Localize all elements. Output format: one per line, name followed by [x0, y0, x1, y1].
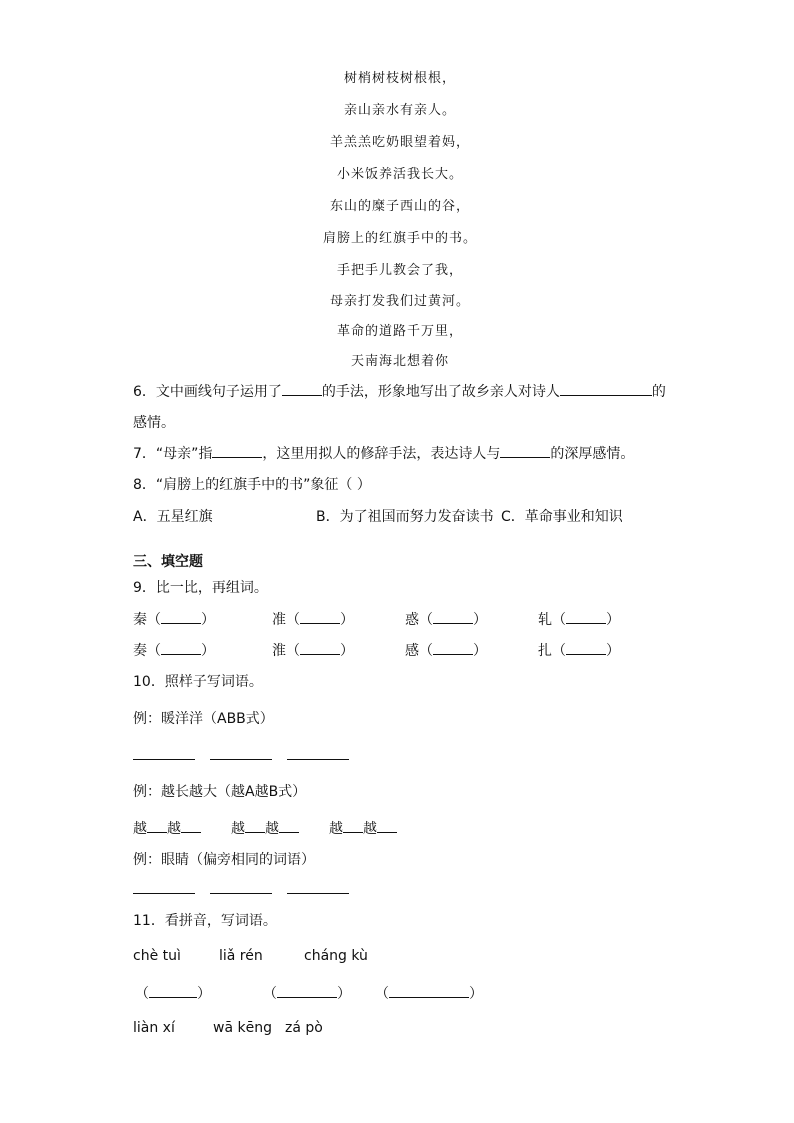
q7-middle: ，这里用拟人的修辞手法，表达诗人与 — [262, 446, 501, 462]
q10-yue-blank[interactable] — [377, 818, 397, 833]
question-8-stem: 8．“肩膀上的红旗手中的书”象征（ ） — [133, 477, 371, 493]
poem-line: 东山的糜子西山的谷， — [329, 199, 470, 214]
q10-yue-blank[interactable] — [279, 818, 299, 833]
q10-answer-line[interactable] — [133, 893, 195, 894]
paren-open: （ — [135, 986, 149, 1002]
q8-option-a[interactable]: A．五星红旗 — [133, 509, 213, 525]
q9-blank[interactable] — [433, 609, 473, 624]
q11-pinyin: zá pò — [285, 1020, 323, 1036]
q10-answer-line[interactable] — [287, 759, 349, 760]
poem-line: 肩膀上的红旗手中的书。 — [322, 231, 477, 246]
q8-option-b[interactable]: B．为了祖国而努力发奋读书 — [316, 509, 494, 525]
q9-char: 淮 — [272, 643, 286, 659]
question-10-stem: 10．照样子写词语。 — [133, 674, 263, 690]
poem-line: 母亲打发我们过黄河。 — [329, 294, 470, 309]
q10-answer-line[interactable] — [210, 759, 272, 760]
paren-open: （ — [147, 643, 161, 659]
q6-continuation: 感情。 — [133, 415, 175, 431]
q9-blank[interactable] — [566, 609, 606, 624]
q11-blank[interactable] — [149, 983, 197, 998]
q7-blank-1[interactable] — [212, 443, 262, 458]
q9-word-cell — [538, 640, 620, 660]
q9-char: 奏 — [133, 643, 147, 659]
q8-option-c[interactable]: C．革命事业和知识 — [501, 509, 623, 525]
q11-answer-paren — [135, 983, 211, 1003]
paren-open: （ — [419, 643, 433, 659]
q11-blank[interactable] — [277, 983, 337, 998]
q9-word-cell — [538, 609, 620, 629]
paren-close: ） — [337, 986, 351, 1002]
q9-char: 轧 — [538, 612, 552, 628]
paren-close: ） — [340, 612, 354, 628]
q9-blank[interactable] — [300, 640, 340, 655]
poem-line: 手把手儿教会了我， — [336, 263, 463, 278]
poem-line: 天南海北想着你 — [350, 354, 449, 369]
q10-yue-pattern — [133, 818, 201, 838]
q10-example-2: 例：越长越大（越A越B式） — [133, 784, 307, 800]
q10-yue-blank[interactable] — [147, 818, 167, 833]
q10-yue-blank[interactable] — [181, 818, 201, 833]
q9-blank[interactable] — [161, 609, 201, 624]
q6-blank-1[interactable] — [282, 381, 322, 396]
q6-suffix: 的 — [651, 384, 666, 400]
paren-open: （ — [552, 643, 566, 659]
yue-char: 越 — [167, 821, 181, 837]
q9-word-cell — [272, 640, 354, 660]
question-6 — [133, 381, 666, 401]
paren-close: ） — [340, 643, 354, 659]
q9-blank[interactable] — [161, 640, 201, 655]
q9-word-cell — [133, 640, 215, 660]
q7-prefix: 7．“母亲”指 — [133, 446, 213, 462]
q9-char: 准 — [272, 612, 286, 628]
q7-blank-2[interactable] — [500, 443, 550, 458]
q10-yue-pattern — [329, 818, 397, 838]
yue-char: 越 — [363, 821, 377, 837]
paren-close: ） — [473, 612, 487, 628]
q9-word-cell — [272, 609, 354, 629]
q10-yue-pattern — [231, 818, 299, 838]
q9-blank[interactable] — [433, 640, 473, 655]
q10-answer-line[interactable] — [133, 759, 195, 760]
q6-prefix: 6．文中画线句子运用了 — [133, 384, 282, 400]
q9-word-cell — [405, 609, 487, 629]
q11-pinyin: cháng kù — [304, 948, 368, 964]
poem-line: 亲山亲水有亲人。 — [343, 103, 456, 118]
q11-pinyin: liǎ rén — [219, 948, 263, 964]
paren-open: （ — [147, 612, 161, 628]
q10-answer-line[interactable] — [287, 893, 349, 894]
q9-blank[interactable] — [566, 640, 606, 655]
question-11-stem: 11．看拼音，写词语。 — [133, 913, 277, 929]
paren-close: ） — [606, 643, 620, 659]
paren-open: （ — [419, 612, 433, 628]
q6-blank-2[interactable] — [560, 381, 652, 396]
q10-yue-blank[interactable] — [245, 818, 265, 833]
yue-char: 越 — [133, 821, 147, 837]
paren-close: ） — [469, 986, 483, 1002]
question-7 — [133, 443, 634, 463]
q11-pinyin: chè tuì — [133, 948, 181, 964]
paren-open: （ — [286, 612, 300, 628]
paren-close: ） — [201, 612, 215, 628]
q9-word-cell — [133, 609, 215, 629]
poem-line: 小米饭养活我长大。 — [336, 167, 463, 182]
q6-middle: 的手法，形象地写出了故乡亲人对诗人 — [321, 384, 560, 400]
paren-open: （ — [552, 612, 566, 628]
yue-char: 越 — [265, 821, 279, 837]
q7-suffix: 的深厚感情。 — [550, 446, 635, 462]
paren-open: （ — [375, 986, 389, 1002]
q11-answer-paren — [375, 983, 483, 1003]
q9-blank[interactable] — [300, 609, 340, 624]
poem-line: 羊羔羔吃奶眼望着妈， — [329, 135, 470, 150]
q11-blank[interactable] — [389, 983, 469, 998]
q9-char: 惑 — [405, 612, 419, 628]
question-9-stem: 9．比一比，再组词。 — [133, 580, 268, 596]
q9-char: 扎 — [538, 643, 552, 659]
q10-answer-line[interactable] — [210, 893, 272, 894]
paren-open: （ — [263, 986, 277, 1002]
q10-example-1: 例：暖洋洋（ABB式） — [133, 711, 274, 727]
poem-line: 革命的道路千万里， — [336, 324, 463, 339]
yue-char: 越 — [231, 821, 245, 837]
paren-close: ） — [606, 612, 620, 628]
section-title: 三、填空题 — [133, 554, 203, 570]
q10-yue-blank[interactable] — [343, 818, 363, 833]
q11-pinyin: liàn xí — [133, 1020, 175, 1036]
q11-pinyin: wā kēng — [213, 1020, 272, 1036]
paren-open: （ — [286, 643, 300, 659]
q9-char: 秦 — [133, 612, 147, 628]
q9-char: 感 — [405, 643, 419, 659]
yue-char: 越 — [329, 821, 343, 837]
q9-word-cell — [405, 640, 487, 660]
paren-close: ） — [201, 643, 215, 659]
paren-close: ） — [473, 643, 487, 659]
q10-example-3: 例：眼睛（偏旁相同的词语） — [133, 852, 315, 868]
q11-answer-paren — [263, 983, 351, 1003]
paren-close: ） — [197, 986, 211, 1002]
poem-line: 树梢树枝树根根， — [343, 71, 456, 86]
